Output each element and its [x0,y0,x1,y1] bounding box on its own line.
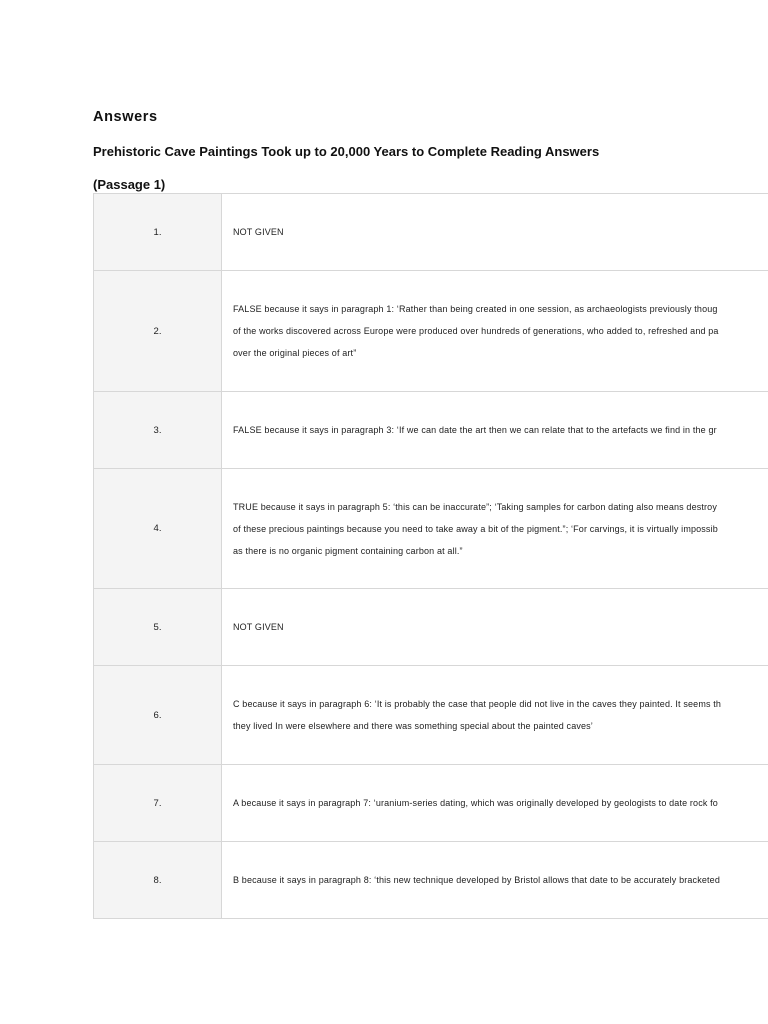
answer-text-line: A because it says in paragraph 7: ‘uranium-series dating, which was originally developed by geologists to date rock fo [233,798,718,808]
answer-number: 2. [94,271,222,392]
answer-row [94,271,768,392]
answer-text [222,194,768,271]
answer-text-line: of the works discovered across Europe were produced over hundreds of generations, who added to, refreshed and pa [233,326,719,336]
answer-row [94,392,768,469]
answer-text-line: C because it says in paragraph 6: ‘It is probably the case that people did not live in the caves they painted. It seems th [233,699,722,709]
answer-text-line: FALSE because it says in paragraph 3: ‘If we can date the art then we can relate that to the artefacts we find in the gr [233,425,717,435]
answer-text [222,589,768,666]
answer-text [222,842,768,919]
answer-number: 8. [94,842,222,919]
answer-text-line: B because it says in paragraph 8: ‘this new technique developed by Bristol allows that date to be accurately bracketed [233,875,720,885]
passage-label: (Passage 1) [93,177,166,192]
answer-text-line: they lived In were elsewhere and there was something special about the painted caves’ [233,721,593,731]
answer-row [94,194,768,271]
answers-heading: Answers [93,109,158,125]
answer-row [94,842,768,919]
answers-table [93,193,768,919]
answer-text-line: FALSE because it says in paragraph 1: ‘Rather than being created in one session, as archaeologists previously thoug [233,304,718,314]
answer-row [94,666,768,765]
answer-row [94,469,768,589]
answer-number: 3. [94,392,222,469]
answer-text [222,392,768,469]
answer-text-line: TRUE because it says in paragraph 5: ‘this can be inaccurate”; ‘Taking samples for carbon dating also means destroy [233,501,717,512]
answer-number: 7. [94,765,222,842]
answer-text [222,271,768,392]
answer-text [222,666,768,765]
answer-text [222,765,768,842]
answer-number: 5. [94,589,222,666]
answer-row [94,589,768,666]
answer-number: 1. [94,194,222,271]
answer-number: 4. [94,469,222,589]
answer-text-line: over the original pieces of art” [233,348,357,358]
answer-row [94,765,768,842]
answer-text-line: NOT GIVEN [233,622,284,632]
answer-text-line: of these precious paintings because you need to take away a bit of the pigment.”; ‘For carvings, it is virtually impossib [233,523,718,534]
answer-text [222,469,768,589]
answer-text-line: NOT GIVEN [233,227,284,237]
answer-number: 6. [94,666,222,765]
answer-text-line: as there is no organic pigment containing carbon at all.” [233,545,463,556]
article-title: Prehistoric Cave Paintings Took up to 20,000 Years to Complete Reading Answers [93,144,600,159]
